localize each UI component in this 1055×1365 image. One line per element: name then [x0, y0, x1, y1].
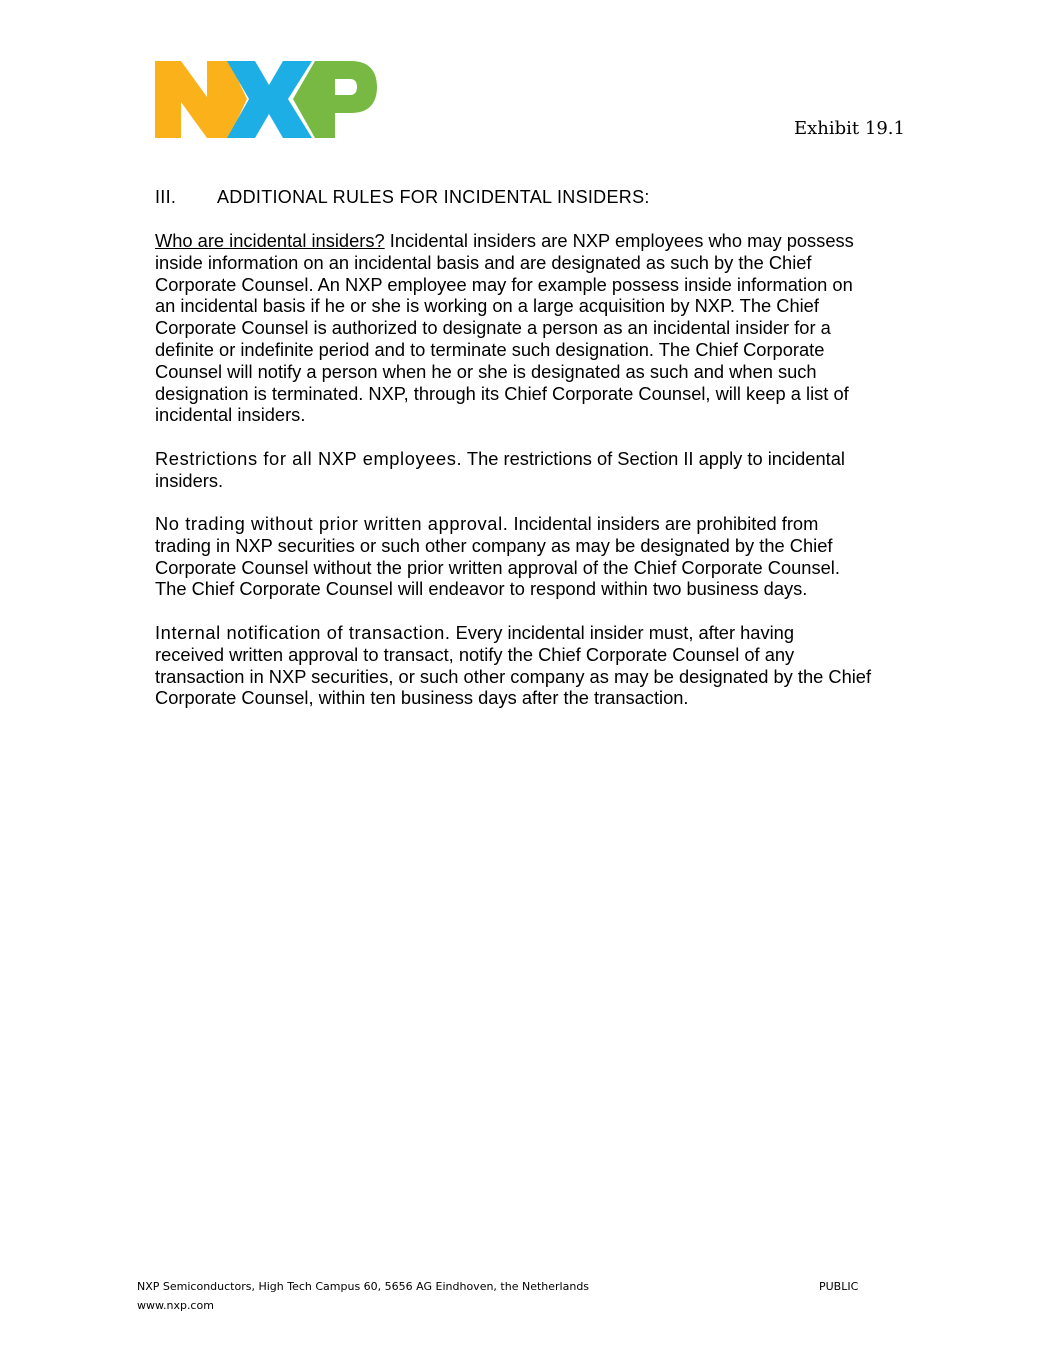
paragraph-text: received written approval to transact, notify the Chief Corporate Counsel of any — [155, 643, 795, 665]
footer-website: www.nxp.com — [137, 1299, 214, 1312]
paragraph-text: The Chief Corporate Counsel will endeavor to respond within two business days. — [155, 578, 808, 600]
paragraph-line — [155, 230, 854, 252]
paragraph-text: Incidental insiders are NXP employees who may possess — [384, 230, 854, 251]
paragraph-text: Corporate Counsel, within ten business days after the transaction. — [155, 687, 689, 709]
paragraph-text: inside information on an incidental basis and are designated as such by the Chief — [155, 251, 812, 273]
paragraph-line — [155, 513, 840, 535]
paragraph-restrictions — [155, 448, 845, 492]
paragraph-text: definite or indefinite period and to terminate such designation. The Chief Corporate — [155, 338, 825, 360]
paragraph-text: incidental insiders. — [155, 404, 306, 426]
paragraph-line — [155, 274, 854, 296]
paragraph-line — [155, 557, 840, 579]
paragraph-text: trading in NXP securities or such other company as may be designated by the Chief — [155, 534, 833, 556]
paragraph-line — [155, 404, 854, 426]
paragraph-line — [155, 448, 845, 470]
paragraph-line — [155, 644, 871, 666]
paragraph-internal-notification — [155, 622, 871, 709]
section-number: III. — [155, 187, 177, 207]
paragraph-text: designation is terminated. NXP, through its Chief Corporate Counsel, will keep a list of — [155, 382, 849, 404]
paragraph-who-are-incidental-insiders — [155, 230, 854, 426]
logo-p — [293, 61, 377, 138]
paragraph-lead-heading: No trading without prior written approval. — [155, 513, 509, 534]
paragraph-text: Corporate Counsel is authorized to designate a person as an incidental insider for a — [155, 317, 831, 339]
paragraph-line — [155, 687, 871, 709]
paragraph-line — [155, 622, 871, 644]
paragraph-lead-heading: Restrictions for all NXP employees. — [155, 448, 463, 469]
paragraph-text: Corporate Counsel without the prior written approval of the Chief Corporate Counsel. — [155, 556, 840, 578]
paragraph-text: Every incidental insider must, after having — [450, 622, 795, 643]
paragraph-text: Corporate Counsel. An NXP employee may for example possess inside information on — [155, 273, 853, 295]
paragraph-text: The restrictions of Section II apply to incidental — [462, 448, 845, 469]
logo-n — [155, 61, 247, 138]
paragraph-text: insiders. — [155, 469, 224, 491]
paragraph-line — [155, 470, 845, 492]
paragraph-line — [155, 295, 854, 317]
paragraph-line — [155, 578, 840, 600]
paragraph-text: Counsel will notify a person when he or she is designated as such and when such — [155, 360, 817, 382]
footer-address: NXP Semiconductors, High Tech Campus 60, 5656 AG Eindhoven, the Netherlands — [137, 1280, 590, 1293]
paragraph-line — [155, 339, 854, 361]
paragraph-line — [155, 317, 854, 339]
paragraph-text: transaction in NXP securities, or such other company as may be designated by the Chief — [155, 665, 872, 687]
paragraph-text: Incidental insiders are prohibited from — [508, 513, 819, 534]
paragraph-line — [155, 383, 854, 405]
paragraph-line — [155, 535, 840, 557]
nxp-logo — [155, 61, 377, 138]
paragraph-text: an incidental basis if he or she is working on a large acquisition by NXP. The Chief — [155, 295, 819, 317]
exhibit-label: Exhibit 19.1 — [794, 118, 905, 139]
footer-classification: PUBLIC — [819, 1280, 859, 1293]
paragraph-line — [155, 252, 854, 274]
section-title: ADDITIONAL RULES FOR INCIDENTAL INSIDERS: — [217, 187, 650, 207]
section-heading — [155, 187, 650, 208]
paragraph-line — [155, 361, 854, 383]
paragraph-no-trading — [155, 513, 840, 600]
paragraph-lead-heading: Internal notification of transaction. — [155, 622, 451, 643]
paragraph-lead-heading: Who are incidental insiders? — [155, 230, 385, 251]
paragraph-line — [155, 666, 871, 688]
